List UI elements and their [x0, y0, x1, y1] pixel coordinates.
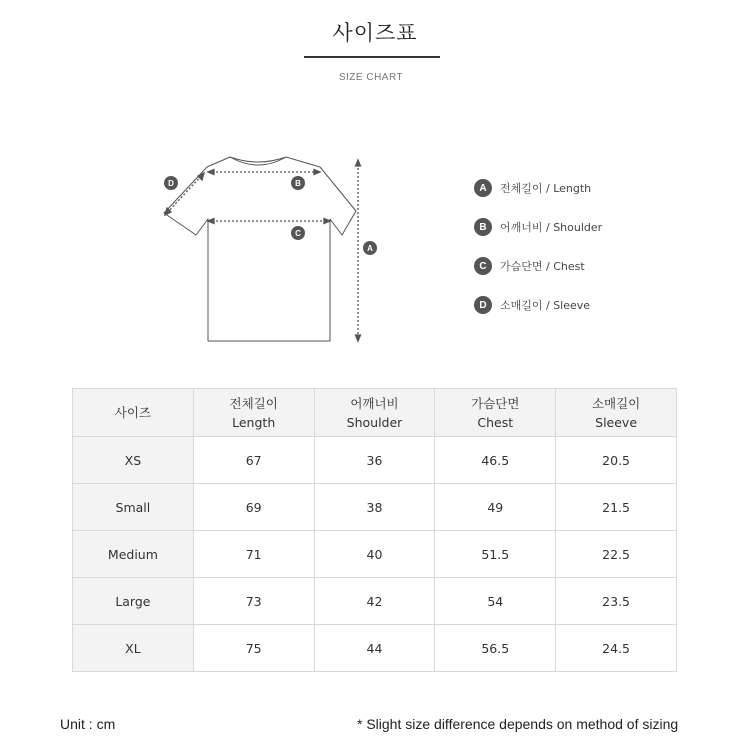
- size-cell: XL: [73, 625, 194, 672]
- marker-b-label: B: [295, 179, 301, 188]
- header-en: Chest: [477, 414, 514, 430]
- size-cell: Large: [73, 578, 194, 625]
- page-title: 사이즈표: [332, 21, 418, 45]
- header-ko: 소매길이: [591, 395, 641, 411]
- marker-c-label: C: [295, 229, 301, 238]
- sleeve-cell: 24.5: [556, 625, 677, 672]
- legend-badge: A: [474, 179, 492, 197]
- legend-item-shoulder: [474, 217, 602, 237]
- shoulder-cell: 42: [314, 578, 435, 625]
- page-subtitle: SIZE CHART: [338, 72, 404, 83]
- sleeve-cell: 21.5: [556, 484, 677, 531]
- unit-note: Unit : cm: [60, 716, 116, 732]
- table-row: [73, 531, 677, 578]
- legend-badge: D: [474, 296, 492, 314]
- size-cell: Medium: [73, 531, 194, 578]
- header-ko: 가슴단면: [471, 395, 520, 411]
- size-table: [72, 388, 677, 672]
- header-ko: 전체길이: [229, 395, 278, 411]
- size-cell: XS: [73, 437, 194, 484]
- chest-cell: 56.5: [435, 625, 556, 672]
- marker-d-label: D: [168, 179, 174, 188]
- length-cell: 75: [193, 625, 314, 672]
- legend-label: 소매길이 / Sleeve: [500, 299, 591, 312]
- tshirt-diagram: [150, 145, 390, 355]
- header-en: Length: [232, 414, 276, 430]
- header-en: Shoulder: [346, 414, 403, 430]
- header-ko: 사이즈: [114, 405, 152, 420]
- header-sleeve: [556, 389, 677, 437]
- sleeve-cell: 20.5: [556, 437, 677, 484]
- chest-cell: 49: [435, 484, 556, 531]
- header-shoulder: [314, 389, 435, 437]
- shoulder-cell: 40: [314, 531, 435, 578]
- legend-item-sleeve: [474, 295, 602, 315]
- header-size: [73, 389, 194, 437]
- table-row: [73, 484, 677, 531]
- legend-badge: B: [474, 218, 492, 236]
- legend-item-chest: [474, 256, 602, 276]
- chest-cell: 46.5: [435, 437, 556, 484]
- length-cell: 67: [193, 437, 314, 484]
- shoulder-cell: 44: [314, 625, 435, 672]
- sleeve-cell: 23.5: [556, 578, 677, 625]
- header-chest: [435, 389, 556, 437]
- legend-label: 전체길이 / Length: [500, 182, 592, 195]
- size-cell: Small: [73, 484, 194, 531]
- table-row: [73, 625, 677, 672]
- legend-label: 어깨너비 / Shoulder: [500, 221, 603, 234]
- measurement-legend: [474, 178, 602, 334]
- sizing-disclaimer: * Slight size difference depends on method of sizing: [357, 716, 679, 732]
- length-cell: 71: [193, 531, 314, 578]
- legend-badge: C: [474, 257, 492, 275]
- legend-item-length: [474, 178, 602, 198]
- table-header-row: [73, 389, 677, 437]
- legend-label: 가슴단면 / Chest: [500, 260, 585, 273]
- chest-cell: 54: [435, 578, 556, 625]
- shoulder-cell: 38: [314, 484, 435, 531]
- title-underline: [304, 56, 440, 58]
- header-length: [193, 389, 314, 437]
- marker-a-label: A: [367, 244, 373, 253]
- sleeve-cell: 22.5: [556, 531, 677, 578]
- length-cell: 69: [193, 484, 314, 531]
- header-ko: 어깨너비: [350, 395, 399, 411]
- chest-cell: 51.5: [435, 531, 556, 578]
- header-en: Sleeve: [595, 414, 638, 430]
- table-row: [73, 437, 677, 484]
- shoulder-cell: 36: [314, 437, 435, 484]
- table-row: [73, 578, 677, 625]
- length-cell: 73: [193, 578, 314, 625]
